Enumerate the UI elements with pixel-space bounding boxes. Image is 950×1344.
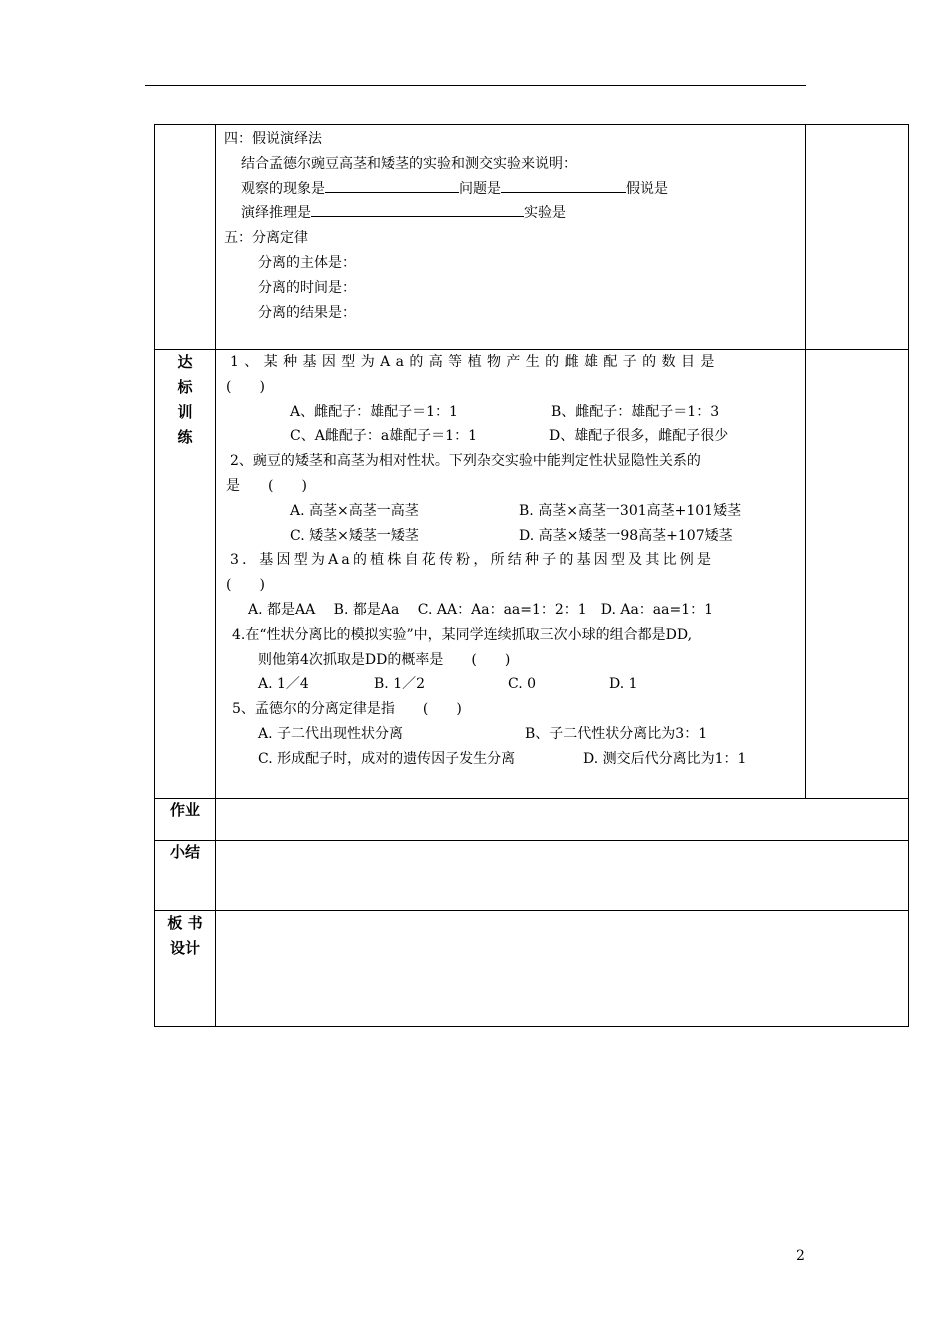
row-method-note — [806, 125, 909, 350]
row-practice-note — [806, 350, 909, 799]
header-rule — [145, 85, 806, 86]
problem-blank — [501, 178, 626, 193]
q4-options — [216, 672, 805, 697]
q3-stem: 3．基因型为Aa的植株自花传粉，所结种子的基因型及其比例是 — [230, 552, 715, 569]
row-summary — [155, 841, 909, 911]
practice-char-3: 训 — [177, 403, 193, 421]
q2-option-d: D. 高茎×矮茎一98高茎+107矮茎 — [519, 527, 733, 544]
q2-options-ab — [216, 499, 805, 524]
q5-option-a: A. 子二代出现性状分离 — [258, 725, 404, 742]
q2-stem: 2、豌豆的矮茎和高茎为相对性状。下列杂交实验中能判定性状显隐性关系的 — [230, 453, 701, 470]
board-design-line-2: 设计 — [169, 939, 200, 957]
q1-option-b: B、雌配子：雄配子＝1：3 — [551, 403, 720, 420]
q1-options-ab — [216, 400, 805, 425]
q1-option-c: C、A雌配子：a雄配子＝1：1 — [290, 428, 477, 445]
summary-label: 小结 — [155, 841, 216, 911]
q3-options: A. 都是AA B. 都是Aa C. AA：Aa：aa=1：2：1 D. Aa：aa=1：1 — [248, 601, 714, 618]
row-homework — [155, 799, 909, 841]
q5-option-d: D. 测交后代分离比为1：1 — [583, 750, 747, 767]
board-design-label — [155, 911, 216, 1027]
q1-stem: 1、某种基因型为Aa的高等植物产生的雌雄配子的数目是 — [230, 354, 720, 370]
q4-stem2: 则他第4次抓取是DD的概率是 ( ) — [258, 651, 511, 668]
q5-option-b: B、子二代性状分离比为3：1 — [525, 725, 708, 742]
section4-observed-line — [216, 177, 805, 202]
summary-content — [216, 841, 909, 911]
row-practice — [155, 350, 909, 799]
experiment-label: 实验是 — [524, 205, 566, 222]
board-design-line-1: 板 书 — [167, 914, 203, 932]
section5-title: 五：分离定律 — [224, 230, 308, 247]
q3-paren: ( ) — [226, 577, 265, 594]
q1-option-a: A、雌配子：雄配子＝1：1 — [290, 403, 458, 420]
homework-content — [216, 799, 909, 841]
q1-paren: ( ) — [226, 378, 265, 395]
q2-option-c: C. 矮茎×矮茎一矮茎 — [290, 527, 419, 544]
lesson-plan-table — [154, 124, 909, 1027]
q4-option-b: B. 1／2 — [374, 676, 426, 693]
section5-time: 分离的时间是： — [258, 279, 356, 296]
observed-label: 观察的现象是 — [241, 180, 325, 197]
q5-options-cd — [216, 747, 805, 772]
row-method — [155, 125, 909, 350]
practice-char-2: 标 — [177, 378, 193, 396]
section5-result: 分离的结果是： — [258, 304, 356, 321]
problem-label: 问题是 — [459, 180, 501, 197]
q4-stem: 4.在“性状分离比的模拟实验”中，某同学连续抓取三次小球的组合都是DD, — [232, 626, 693, 643]
section4-intro: 结合孟德尔豌豆高茎和矮茎的实验和测交实验来说明： — [241, 155, 577, 172]
practice-questions — [216, 350, 806, 799]
homework-label: 作业 — [155, 799, 216, 841]
q2-option-a: A. 高茎×高茎一高茎 — [290, 502, 419, 519]
q2-option-b: B. 高茎×高茎一301高茎+101矮茎 — [519, 502, 742, 519]
q2-options-cd — [216, 524, 805, 549]
row-method-label — [155, 125, 216, 350]
practice-label — [155, 350, 216, 799]
page-number: 2 — [796, 1248, 805, 1264]
q4-option-d: D. 1 — [609, 676, 638, 693]
q4-option-a: A. 1／4 — [258, 676, 309, 693]
q1-options-cd — [216, 424, 805, 449]
section4-deduction-line — [216, 201, 805, 226]
deduction-blank — [311, 202, 524, 217]
q1-option-d: D、雄配子很多，雌配子很少 — [549, 428, 729, 445]
section5-subject: 分离的主体是： — [258, 254, 356, 271]
board-design-content — [216, 911, 909, 1027]
section4-title: 四：假说演绎法 — [224, 131, 322, 147]
row-method-content — [216, 125, 806, 350]
q2-stem2: 是 ( ) — [226, 477, 307, 494]
observed-blank — [325, 178, 459, 193]
q5-options-ab — [216, 722, 805, 747]
practice-char-4: 练 — [177, 428, 193, 446]
row-board-design — [155, 911, 909, 1027]
q4-option-c: C. 0 — [508, 676, 537, 693]
practice-char-1: 达 — [177, 353, 193, 371]
q5-option-c: C. 形成配子时，成对的遗传因子发生分离 — [258, 750, 516, 767]
deduction-label: 演绎推理是 — [241, 205, 311, 222]
hypothesis-label: 假说是 — [626, 180, 668, 197]
q5-stem: 5、孟德尔的分离定律是指 ( ) — [232, 701, 462, 718]
